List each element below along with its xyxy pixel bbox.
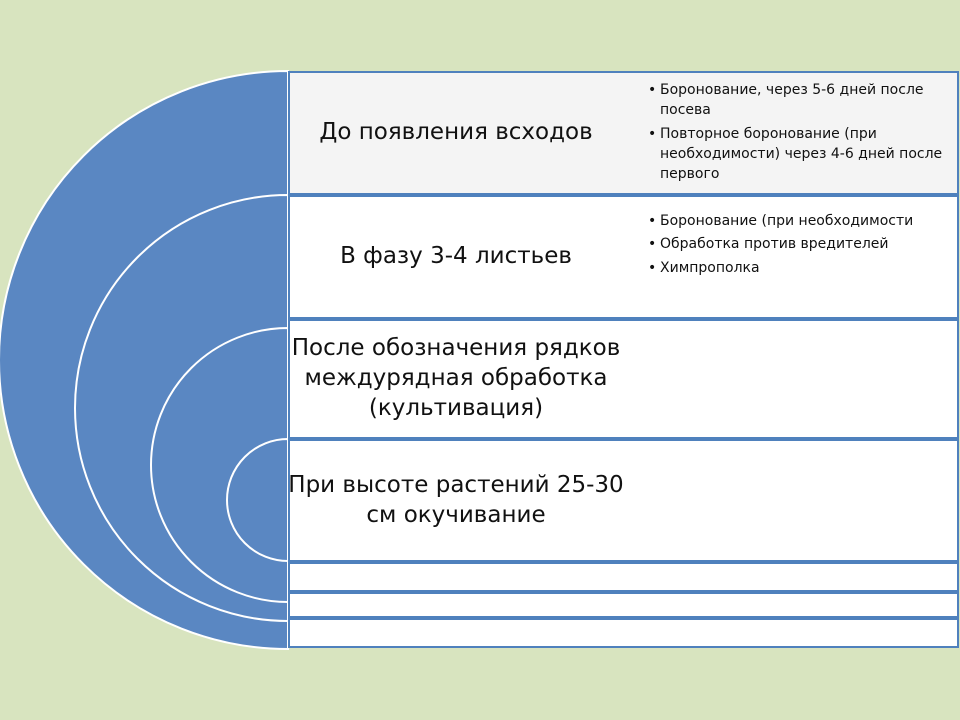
stage-2-detail-1: • Боронование (при необходимости: [646, 211, 944, 231]
stage-1-detail-2: • Повторное боронование (при необходимости) через 4-6 дней после первого: [646, 124, 944, 185]
stage-2-title: В фазу 3-4 листьев: [340, 243, 572, 270]
stage-3-title: После обозначения рядков междурядная обработка (культивация): [291, 335, 621, 421]
stage-2-detail-2: • Обработка против вредителей: [646, 234, 944, 254]
stage-1-details: [646, 80, 944, 187]
stage-1-detail-1: • Боронование, через 5-6 дней после посева: [646, 80, 944, 121]
stage-2-detail-3: • Химпрополка: [646, 258, 944, 278]
empty-band-6: [288, 592, 959, 618]
stage-2-details: [646, 211, 944, 281]
empty-band-7: [288, 618, 959, 648]
empty-band-5: [288, 562, 959, 592]
stage-4-title: При высоте растений 25-30 см окучивание: [288, 471, 624, 528]
stage-1-title: До появления всходов: [319, 119, 593, 146]
